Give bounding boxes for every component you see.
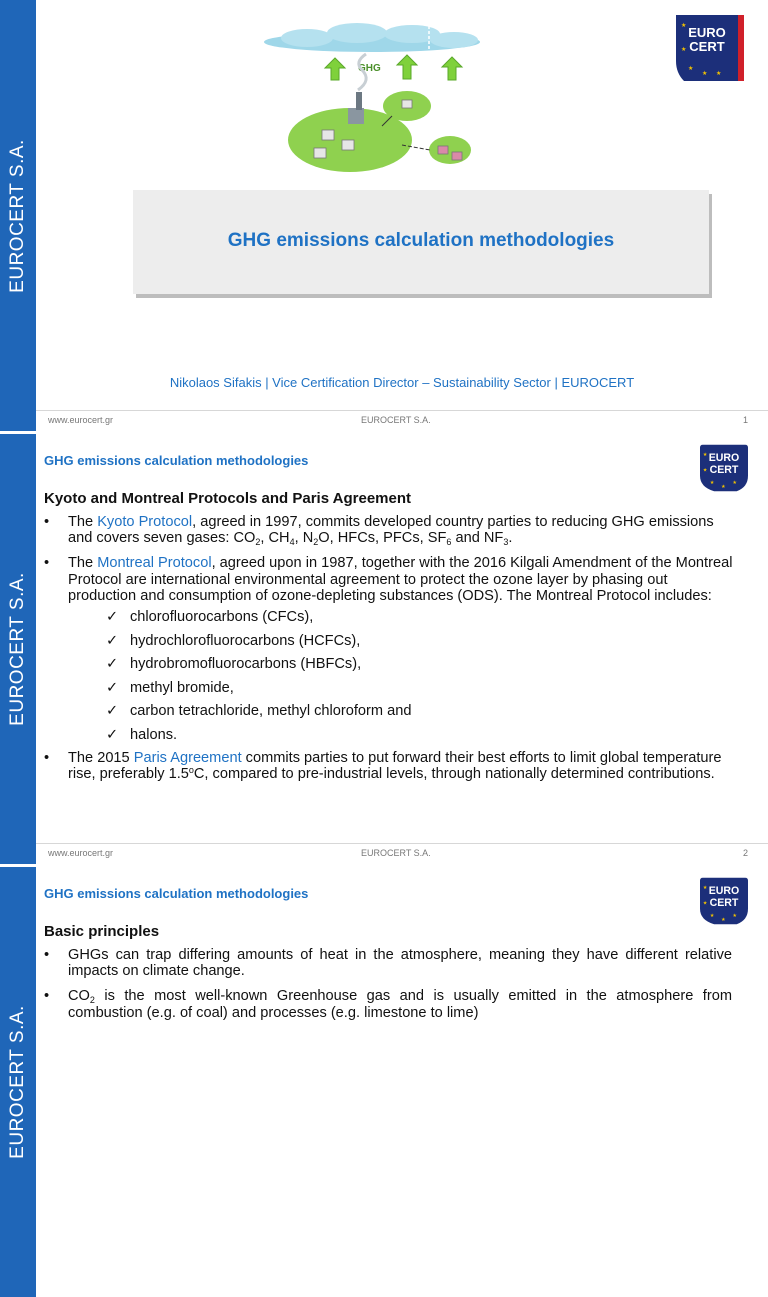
- list-item: ✓ halons.: [106, 724, 736, 748]
- svg-text:★: ★: [702, 70, 708, 77]
- list-item: ✓ chlorofluorocarbons (CFCs),: [106, 606, 736, 630]
- page-number: 1: [742, 415, 748, 425]
- svg-text:★: ★: [732, 913, 737, 920]
- logo-line2: CERT: [709, 463, 739, 476]
- footer-website: www.eurocert.gr: [48, 848, 114, 858]
- footer-website: www.eurocert.gr: [48, 415, 114, 425]
- eurocert-logo: [676, 15, 744, 81]
- bullet-dot: •: [44, 947, 50, 963]
- sidebar: [0, 0, 36, 431]
- svg-text:★: ★: [702, 452, 708, 458]
- list-item: ✓ hydrobromofluorocarbons (HBFCs),: [106, 653, 736, 677]
- footer-company: EUROCERT S.A.: [361, 848, 431, 858]
- ghg-label: GHG: [358, 63, 381, 74]
- svg-text:★: ★: [681, 46, 687, 53]
- bullet-dot: •: [44, 749, 50, 766]
- sidebar-text: EUROCERT S.A.: [7, 138, 28, 293]
- eurocert-logo: [700, 876, 748, 926]
- eurocert-logo: [700, 443, 748, 493]
- kyoto-protocol-link[interactable]: Kyoto Protocol: [97, 514, 193, 530]
- logo-line2: CERT: [709, 896, 739, 909]
- slide-body: [44, 514, 736, 782]
- check-icon: ✓: [106, 656, 119, 673]
- section-title: Kyoto and Montreal Protocols and Paris Agreement: [44, 490, 412, 507]
- footer: [36, 843, 768, 864]
- svg-text:★: ★: [716, 70, 722, 77]
- list-item: ✓ methyl bromide,: [106, 677, 736, 701]
- bullet-paris: • The 2015 Paris Agreement commits parties to put forward their best efforts to limit global temperature rise, preferably 1.5$^o$C, compared to pre-industrial levels, through nationally determined contributions.: [44, 749, 722, 782]
- bullet-ghg-heat: • GHGs can trap differing amounts of heat in the atmosphere, meaning they have different relative impacts on climate change.: [44, 947, 732, 980]
- sidebar: [0, 867, 36, 1297]
- sidebar: [0, 434, 36, 864]
- bullet-dot: •: [44, 988, 50, 1005]
- slide-title: GHG emissions calculation methodologies: [227, 230, 615, 251]
- bullet-kyoto: • The Kyoto Protocol, agreed in 1997, commits developed country parties to reducing GHG emissions and covers seven gases: $CO_2$, $CH_4$, $N_2O$, HFCs, PFCs, $SF_6$ and $NF_3$.: [44, 514, 714, 548]
- check-icon: ✓: [106, 726, 119, 743]
- list-item: ✓ hydrochlorofluorocarbons (HCFCs),: [106, 630, 736, 654]
- section-title: Basic principles: [44, 923, 160, 940]
- slide-header: GHG emissions calculation methodologies: [44, 886, 309, 901]
- svg-text:★: ★: [721, 916, 726, 923]
- page-number: 2: [742, 848, 748, 858]
- logo-line1: EURO: [708, 884, 740, 897]
- svg-text:★: ★: [702, 467, 708, 474]
- check-icon: ✓: [106, 703, 119, 720]
- arrow-up-icon: [325, 55, 462, 80]
- ghg-illustration: [262, 22, 487, 177]
- check-icon: ✓: [106, 609, 119, 626]
- logo-line2: CERT: [689, 39, 725, 54]
- svg-text:★: ★: [732, 480, 737, 487]
- title-box: [133, 190, 709, 294]
- presenter: Nikolaos Sifakis | Vice Certification Director – Sustainability Sector | EUROCERT: [169, 375, 635, 390]
- svg-text:★: ★: [681, 22, 687, 29]
- bullet-dot: •: [44, 514, 50, 530]
- svg-text:★: ★: [721, 483, 726, 490]
- svg-text:★: ★: [702, 900, 708, 907]
- bullet-co2: • $CO_2$ is the most well-known Greenhouse gas and is usually emitted in the atmosphere from combustion (e.g. of coal) and processes (e.g. limestone to lime): [44, 988, 732, 1021]
- logo-line1: EURO: [708, 451, 740, 464]
- svg-text:★: ★: [709, 913, 715, 920]
- list-item: ✓ carbon tetrachloride, methyl chloroform and: [106, 700, 736, 724]
- check-icon: ✓: [106, 679, 119, 696]
- check-icon: ✓: [106, 632, 119, 649]
- bullet-montreal: • The Montreal Protocol, agreed upon in 1987, together with the 2016 Kilgali Amendment of the Montreal Protocol are international environmental agreement to protect the ozone layer by phasing out production and consumption of ozone-depleting substances (ODS). The Montreal Protocol includes:: [44, 555, 733, 604]
- sidebar-text: EUROCERT S.A.: [7, 1005, 28, 1159]
- bullet-dot: •: [44, 555, 50, 572]
- slide-header: GHG emissions calculation methodologies: [44, 453, 309, 468]
- slide-2: [0, 434, 768, 864]
- logo-line1: EURO: [688, 25, 726, 40]
- paris-agreement-link[interactable]: Paris Agreement: [133, 749, 242, 766]
- svg-text:★: ★: [709, 480, 715, 487]
- slide-1: [0, 0, 768, 431]
- footer-company: EUROCERT S.A.: [361, 415, 431, 425]
- slide-body: [44, 947, 732, 1021]
- svg-text:★: ★: [688, 65, 694, 72]
- slide-3: [0, 867, 768, 1159]
- montreal-protocol-link[interactable]: Montreal Protocol: [97, 555, 212, 572]
- montreal-checklist: [44, 606, 736, 748]
- svg-text:★: ★: [702, 885, 708, 891]
- sidebar-text: EUROCERT S.A.: [7, 572, 28, 726]
- cloud-icon: [264, 23, 480, 52]
- footer: [36, 410, 768, 431]
